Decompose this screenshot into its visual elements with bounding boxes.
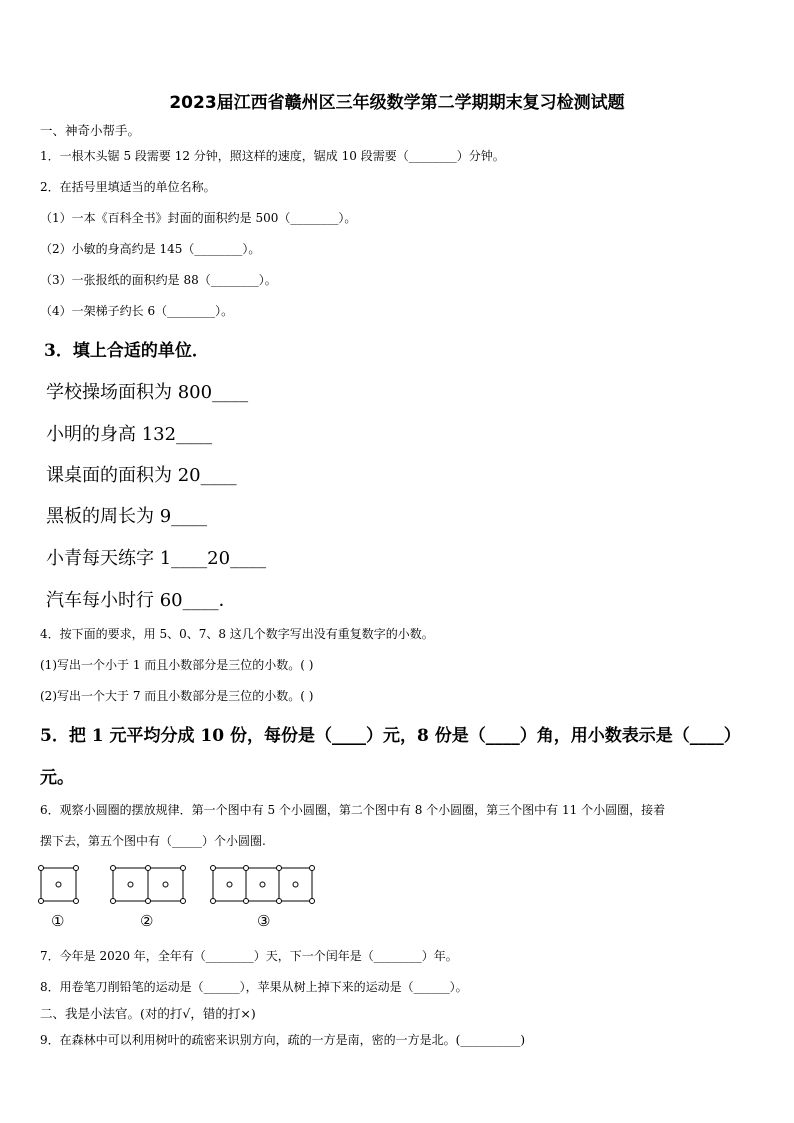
small-circle [211, 899, 216, 904]
small-circle [244, 866, 249, 871]
small-circle [277, 866, 282, 871]
small-circle [56, 882, 61, 887]
question-1: 1．一根木头锯 5 段需要 12 分钟，照这样的速度，锯成 10 段需要（________）分钟。 [40, 149, 505, 163]
question-2-item: （3）一张报纸的面积约是 88（________）。 [40, 273, 277, 287]
small-circle [39, 899, 44, 904]
question-4-item: (2)写出一个大于 7 而且小数部分是三位的小数。( ) [40, 689, 314, 703]
question-6-line1: 6．观察小圆圈的摆放规律．第一个图中有 5 个小圆圈，第二个图中有 8 个小圆圈，第三个图中有 11 个小圆圈，接着 [40, 803, 666, 817]
small-circle [39, 866, 44, 871]
question-8: 8．用卷笔刀削铅笔的运动是（______），苹果从树上掉下来的运动是（______）。 [40, 980, 468, 994]
question-2-stem: 2．在括号里填适当的单位名称。 [40, 180, 216, 194]
section-heading-2: 二、我是小法官。(对的打√，错的打×) [40, 1006, 256, 1021]
small-circle [211, 866, 216, 871]
question-9: 9．在森林中可以利用树叶的疏密来识别方向，疏的一方是南，密的一方是北。(__________) [40, 1033, 526, 1047]
small-circle [277, 899, 282, 904]
small-circle [128, 882, 133, 887]
small-circle [74, 866, 79, 871]
small-circle [163, 882, 168, 887]
small-circle [181, 899, 186, 904]
small-circle [310, 866, 315, 871]
question-3-item: 黑板的周长为 9____ [46, 506, 208, 527]
small-circle [244, 899, 249, 904]
question-2-item: （2）小敏的身高约是 145（________）。 [40, 242, 261, 256]
small-circle [227, 882, 232, 887]
small-circle [74, 899, 79, 904]
question-3-item: 汽车每小时行 60____． [46, 590, 237, 611]
question-3-item: 小青每天练字 1____20____ [46, 548, 267, 569]
small-circle [310, 899, 315, 904]
small-circle [260, 882, 265, 887]
question-3-stem: 3．填上合适的单位． [44, 341, 209, 361]
section-heading-1: 一、神奇小帮手。 [40, 123, 141, 138]
question-5-line1: 5．把 1 元平均分成 10 份，每份是（____）元，8 份是（____）角，用小数表示是（____） [40, 726, 741, 746]
question-3-item: 课桌面的面积为 20____ [46, 465, 237, 486]
question-4-item: (1)写出一个小于 1 而且小数部分是三位的小数。( ) [40, 658, 314, 672]
question-5-line2: 元。 [40, 768, 74, 788]
page-title: 2023届江西省赣州区三年级数学第二学期期末复习检测试题 [169, 93, 625, 113]
small-circle [146, 899, 151, 904]
question-6-line2: 摆下去，第五个图中有（_____）个小圆圈. [40, 834, 266, 848]
small-circle [293, 882, 298, 887]
question-4-stem: 4．按下面的要求，用 5、0、7、8 这几个数字写出没有重复数字的小数。 [40, 627, 434, 641]
question-2-item: （1）一本《百科全书》封面的面积约是 500（________）。 [40, 211, 357, 225]
figure-label-1: ① [51, 912, 65, 930]
small-circle [111, 899, 116, 904]
question-7: 7．今年是 2020 年，全年有（________）天，下一个闰年是（________）年。 [40, 949, 458, 963]
figure-label-3: ③ [257, 912, 271, 930]
small-circle [146, 866, 151, 871]
figure-label-2: ② [140, 912, 154, 930]
small-circle [181, 866, 186, 871]
question-3-item: 小明的身高 132____ [46, 424, 213, 445]
small-circle [111, 866, 116, 871]
question-3-item: 学校操场面积为 800____ [46, 382, 249, 403]
question-2-item: （4）一架梯子约长 6（________）。 [40, 304, 234, 318]
